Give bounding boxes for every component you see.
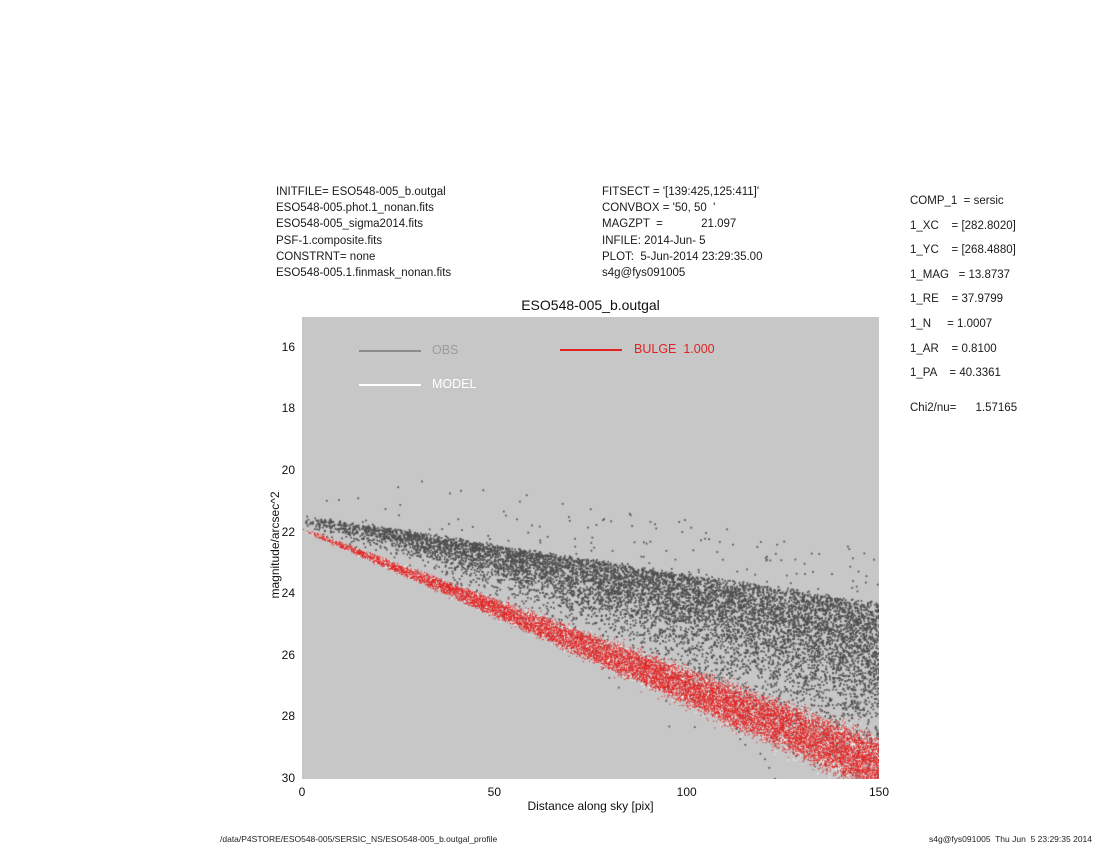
legend-line-model bbox=[359, 384, 421, 386]
plot-area bbox=[302, 317, 879, 779]
x-tick-label-0: 0 bbox=[298, 785, 306, 799]
legend-label-obs: OBS bbox=[432, 343, 459, 357]
text-line: 1_PA = 40.3361 bbox=[910, 367, 1001, 380]
text-line: MAGZPT = 21.097 bbox=[602, 218, 737, 231]
header-initfile-block bbox=[276, 184, 451, 281]
x-tick-label-50: 50 bbox=[487, 785, 501, 799]
text-line: COMP_1 = sersic bbox=[910, 195, 1004, 207]
footer-file-path: /data/P4STORE/ESO548-005/SERSIC_NS/ESO548-005_b.outgal_profile bbox=[220, 834, 498, 844]
text-line: PSF-1.composite.fits bbox=[276, 234, 383, 247]
y-axis-label: magnitude/arcsec^2 bbox=[268, 491, 282, 599]
legend-line-bulge bbox=[560, 349, 622, 351]
plot-title: ESO548-005_b.outgal bbox=[521, 297, 660, 313]
text-line: CONVBOX = '50, 50 ' bbox=[602, 202, 716, 215]
y-tick-label-20: 20 bbox=[281, 463, 295, 477]
text-line: 1_MAG = 13.8737 bbox=[910, 268, 1011, 281]
y-tick-label-24: 24 bbox=[281, 586, 295, 601]
chi2-value: Chi2/nu= 1.57165 bbox=[910, 402, 1018, 414]
y-tick-label-22: 22 bbox=[281, 524, 295, 539]
x-tick-label-100: 100 bbox=[676, 785, 697, 799]
y-tick-label-30: 30 bbox=[281, 771, 295, 785]
header-fitsect-block bbox=[602, 184, 762, 281]
scatter-canvas bbox=[302, 317, 879, 779]
text-line: ESO548-005.phot.1_nonan.fits bbox=[276, 202, 434, 215]
text-line: INFILE: 2014-Jun- 5 bbox=[602, 234, 706, 247]
text-line: ESO548-005_sigma2014.fits bbox=[276, 218, 424, 231]
footer-user-timestamp: s4g@fys091005 Thu Jun 5 23:29:35 2014 bbox=[928, 834, 1092, 844]
x-tick-label-150: 150 bbox=[868, 785, 890, 799]
text-line: 1_YC = [268.4880] bbox=[910, 244, 1016, 257]
text-line: PLOT: 5-Jun-2014 23:29:35.00 bbox=[602, 250, 763, 263]
y-tick-label-26: 26 bbox=[281, 647, 295, 662]
header-component-params-block bbox=[910, 189, 1016, 386]
text-line: 1_AR = 0.8100 bbox=[910, 342, 997, 355]
text-line: 1_RE = 37.9799 bbox=[910, 293, 1004, 306]
text-line: INITFILE= ESO548-005_b.outgal bbox=[276, 186, 446, 198]
legend-label-bulge: BULGE 1.000 bbox=[634, 342, 715, 356]
text-line: ESO548-005.1.finmask_nonan.fits bbox=[276, 267, 452, 280]
text-line: FITSECT = '[139:425,125:411]' bbox=[602, 186, 760, 198]
legend-line-obs bbox=[359, 350, 421, 352]
x-axis-label: Distance along sky [pix] bbox=[527, 799, 654, 813]
text-line: s4g@fys091005 bbox=[602, 267, 686, 280]
y-tick-label-18: 18 bbox=[281, 401, 295, 416]
text-line: 1_XC = [282.8020] bbox=[910, 219, 1016, 232]
y-tick-label-28: 28 bbox=[281, 709, 295, 724]
y-tick-label-16: 16 bbox=[281, 339, 295, 354]
text-line: 1_N = 1.0007 bbox=[910, 317, 993, 330]
legend-label-model: MODEL bbox=[432, 377, 477, 391]
text-line: CONSTRNT= none bbox=[276, 250, 376, 263]
